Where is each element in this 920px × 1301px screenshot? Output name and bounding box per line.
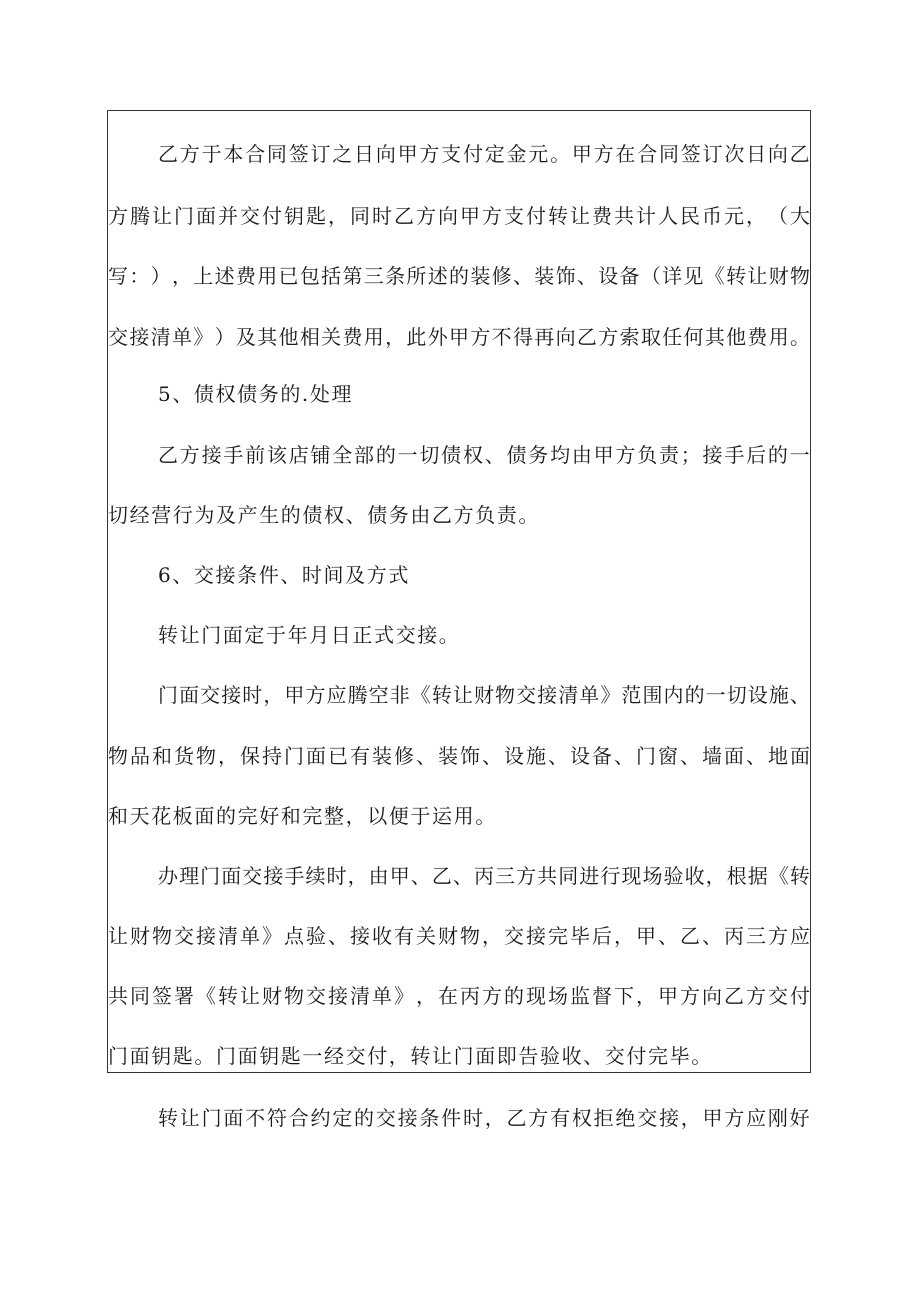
debts-line-2: 切经营行为及产生的债权、债务由乙方负责。 [108,503,540,527]
handover-date-text: 转让门面定于年月日正式交接。 [158,623,461,647]
handover-procedure-line-1: 办 理 门 面 交 接 手 续 时 ， 由 甲 、 乙 、 丙 三 方 共 同 进 行 现 场 验 收 ， 根 据 《 转 [158,864,810,888]
debts-line-1: 乙 方 接 手 前 该 店 铺 全 部 的 一 切 债 权 、 债 务 均 由 甲 方 负 责 ； 接 手 后 的 一 [158,443,810,467]
deposit-line-3: 写 ： ） ， 上 述 费 用 已 包 括 第 三 条 所 述 的 装 修 、 装 饰 、 设 备 （ 详 见 《 转 让 财 物 [108,264,810,288]
handover-procedure-line-4: 门面钥匙。门面钥匙一经交付，转让门面即告验收、交付完毕。 [108,1044,713,1068]
handover-condition-line-3: 和天花板面的完好和完整，以便于运用。 [108,804,497,828]
deposit-line-2: 方 腾 让 门 面 并 交 付 钥 匙 ， 同 时 乙 方 向 甲 方 支 付 转 让 费 共 计 人 民 币 元 ， （ 大 [108,204,810,228]
section-6-heading: 6、交接条件、时间及方式 [158,563,410,587]
handover-procedure-line-2: 让 财 物 交 接 清 单 》 点 验 、 接 收 有 关 财 物 ， 交 接 完 毕 后 ， 甲 、 乙 、 丙 三 方 应 [108,924,810,948]
handover-condition-line-1: 门 面 交 接 时 ， 甲 方 应 腾 空 非 《 转 让 财 物 交 接 清 单 》 范 围 内 的 一 切 设 施 、 [158,683,810,707]
refusal-clause-line-1: 转 让 门 面 不 符 合 约 定 的 交 接 条 件 时 ， 乙 方 有 权 拒 绝 交 接 ， 甲 方 应 刚 好 [158,1106,810,1130]
deposit-line-4: 交 接 清 单 》 ） 及 其 他 相 关 费 用 ， 此 外 甲 方 不 得 再 向 乙 方 索 取 任 何 其 他 费 用 。 [108,325,810,349]
section-5-heading: 5、债权债务的.处理 [158,382,354,406]
handover-condition-line-2: 物 品 和 货 物 ， 保 持 门 面 已 有 装 修 、 装 饰 、 设 施 、 设 备 、 门 窗 、 墙 面 、 地 面 [108,744,810,768]
deposit-line-1: 乙 方 于 本 合 同 签 订 之 日 向 甲 方 支 付 定 金 元 。 甲 方 在 合 同 签 订 次 日 向 乙 [158,142,810,166]
handover-procedure-line-3: 共 同 签 署 《 转 让 财 物 交 接 清 单 》 ， 在 丙 方 的 现 场 监 督 下 ， 甲 方 向 乙 方 交 付 [108,984,810,1008]
